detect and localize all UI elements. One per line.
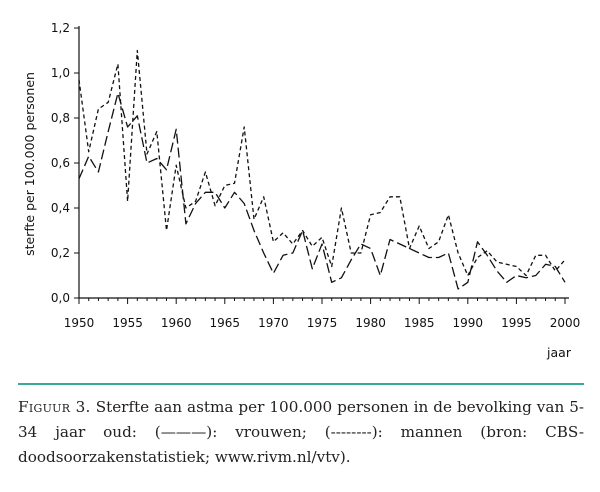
chart-ticks [51, 21, 580, 330]
series-line-mannen [79, 51, 565, 276]
y-tick-label: 0,8 [50, 111, 70, 125]
y-tick-label: 0,4 [50, 201, 70, 215]
series-line-vrouwen [79, 93, 565, 289]
y-axis-label: sterfte per 100.000 personen [22, 72, 37, 256]
x-axis-label: jaar [547, 345, 571, 360]
caption-divider [18, 383, 584, 385]
x-tick-label: 2000 [549, 316, 581, 330]
x-tick-label: 1960 [160, 316, 192, 330]
x-tick-label: 1980 [355, 316, 386, 330]
x-tick-label: 1965 [209, 316, 241, 330]
x-tick-label: 1990 [452, 316, 484, 330]
y-tick-label: 0,6 [50, 156, 70, 170]
chart-series [79, 51, 565, 290]
caption-text: Sterfte aan astma per 100.000 personen in de bevolking van 5-34 jaar oud: (———): vrouwen; (--------): mannen (bron: CBS-doodsoorzakenstatistiek; www.rivm.nl/vtv). [18, 398, 585, 466]
y-tick-label: 1,0 [50, 66, 70, 80]
x-tick-label: 1955 [112, 316, 143, 330]
x-tick-label: 1995 [501, 316, 532, 330]
y-tick-label: 0,2 [50, 246, 70, 260]
figure-caption [18, 395, 584, 470]
x-tick-label: 1970 [258, 316, 289, 330]
x-tick-label: 1985 [403, 316, 435, 330]
chart-axes [79, 26, 569, 298]
y-tick-label: 0,0 [50, 291, 70, 305]
x-tick-label: 1950 [63, 316, 95, 330]
figure-label: Figuur 3. [18, 398, 91, 416]
y-tick-label: 1,2 [50, 21, 70, 35]
x-tick-label: 1975 [306, 316, 338, 330]
